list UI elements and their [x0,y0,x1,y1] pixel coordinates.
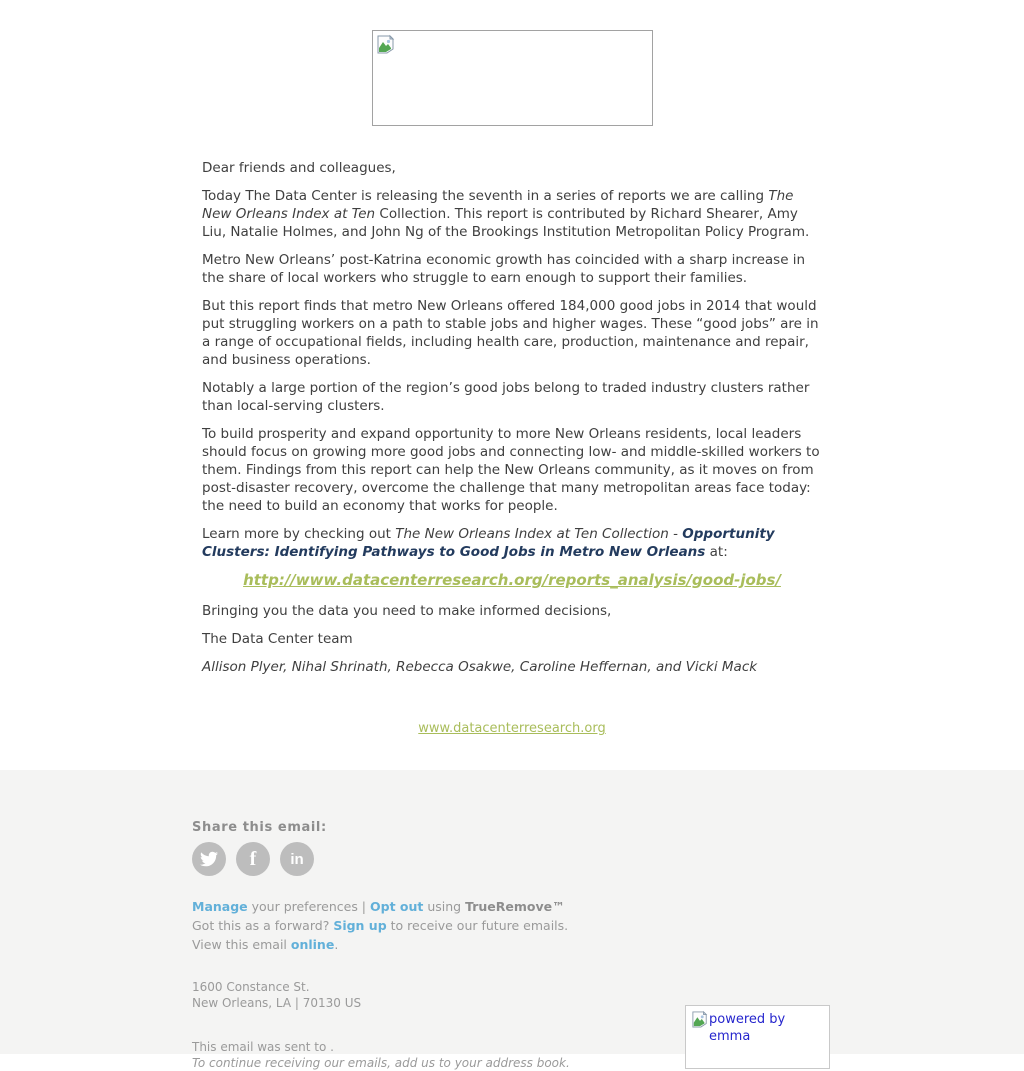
text-run: View this email [192,937,291,952]
text-run: The New Orleans Index at Ten Collection [395,526,669,542]
email-footer [0,770,1024,1070]
text-run: Metro New Orleans’ post-Katrina economic growth has coincided with a sharp increase in the share of local workers who struggle to earn enough to support their families. [202,252,806,286]
email-body-section [0,30,1024,770]
social-icons-row [192,842,832,876]
text-run: your preferences | [247,899,370,914]
broken-image-icon [377,35,395,58]
text-run: Opportunity Clusters: Identifying Pathways to Good Jobs in Metro New Orleans [202,526,775,560]
body-paragraph [202,425,822,515]
share-twitter-button[interactable] [192,842,226,876]
text-run: Collection. This report is contributed by Richard Shearer, Amy Liu, Natalie Holmes, and John Ng of the Brookings Institution Metropolitan Policy Program. [202,206,810,240]
text-run: The Data Center team [202,631,353,647]
text-run: Allison Plyer, Nihal Shrinath, Rebecca Osakwe, Caroline Heffernan, and Vicki Mack [202,659,758,675]
address-line: New Orleans, LA | 70130 US [192,996,362,1010]
text-run: To build prosperity and expand opportunity to more New Orleans residents, local leaders should focus on growing more good jobs and connecting low- and middle-skilled workers to them. Findings from this report can help the New Orleans community, as it moves on from post-disaster recovery, overcome the challenge that many metropolitan areas face today: the need to build an economy that works for people. [202,426,820,514]
body-paragraph [202,297,822,369]
sent-to-line: This email was sent to . [192,1040,334,1054]
facebook-f-icon: f [249,848,257,870]
linkedin-in-icon: in [290,850,304,868]
address-book-line: To continue receiving our emails, add us to your address book. [192,1056,570,1070]
address-line: 1600 Constance St. [192,980,310,994]
body-paragraph [202,525,822,561]
datacenter-site-link[interactable]: www.datacenterresearch.org [418,721,606,736]
text-run: The New Orleans Index at Ten [202,188,794,222]
text-run: at: [705,544,728,560]
body-paragraph [202,251,822,287]
text-run: - [668,526,683,542]
text-run: using [423,899,466,914]
online-link[interactable]: online [290,937,335,952]
trueremove-label: TrueRemove™ [465,899,565,914]
header-logo-broken-image [372,30,653,126]
manage-link[interactable]: Manage [192,899,248,914]
preferences-line [192,916,832,935]
sign-up-link[interactable]: Sign up [333,918,387,933]
powered-by-emma-box[interactable] [685,1005,830,1069]
text-run: to receive our future emails. [386,918,569,933]
body-paragraph [202,379,822,415]
text-run: Notably a large portion of the region’s good jobs belong to traded industry clusters rather than local-serving clusters. [202,380,810,414]
text-run: Learn more by checking out [202,526,396,542]
report-cta-link-line [202,571,822,590]
preferences-block [192,897,832,954]
share-label: Share this email: [192,820,327,835]
text-run: Today The Data Center is releasing the seventh in a series of reports we are calling [202,188,769,204]
signature-line [202,658,822,676]
email-page [0,30,1024,1070]
twitter-bird-icon [200,850,218,868]
body-paragraph [202,602,822,620]
text-run: But this report finds that metro New Orleans offered 184,000 good jobs in 2014 that would put struggling workers on a path to stable jobs and higher wages. These “good jobs” are in a range of occupational fields, including health care, production, maintenance and repair, and business operations. [202,298,819,368]
text-run: Got this as a forward? [192,918,334,933]
share-linkedin-button[interactable] [280,842,314,876]
broken-image-icon [692,1011,708,1032]
preferences-line [192,935,832,954]
body-paragraph [202,630,822,648]
site-link-line [202,719,822,738]
text-run: Bringing you the data you need to make informed decisions, [202,603,612,619]
body-paragraph [202,159,822,177]
preferences-line [192,897,832,916]
share-facebook-button[interactable] [236,842,270,876]
body-paragraph [202,187,822,241]
text-run: Dear friends and colleagues, [202,160,396,176]
opt-out-link[interactable]: Opt out [370,899,424,914]
powered-by-emma-link[interactable]: powered by emma [709,1012,786,1044]
report-url-link[interactable]: http://www.datacenterresearch.org/reports_analysis/good-jobs/ [243,571,781,589]
email-body-text [192,126,832,738]
text-run: . [334,937,339,952]
